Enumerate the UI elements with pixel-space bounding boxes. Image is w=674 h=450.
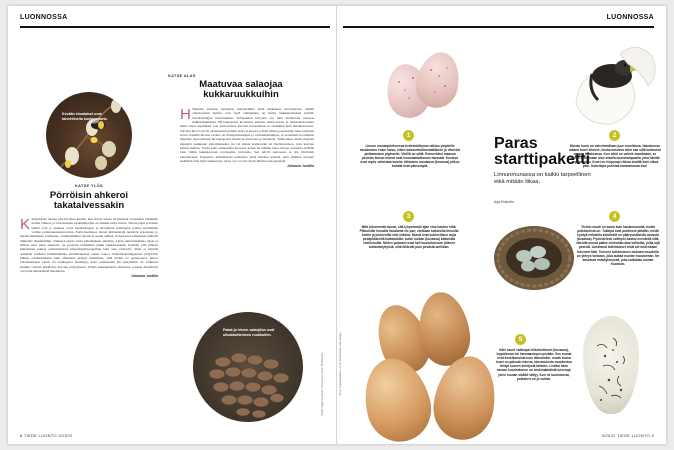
- tip-5-number: 5: [515, 334, 526, 345]
- tip-3-text: Mitä pienemmät munat, sitä lyhyemmän ajan emo hautoo niitä. Pikkuisilla linnuilla haudonta vie pari, varikaan kokoisilla linnuilla kolme ja joutsenilla viisi viikkoa. Munat ovat suhteellisen isoja pesäpiikkisillä kottaraisilla, kuten kuikan (kuvassa) kaltaisilla vesilinnuilla. Niiden poikaset ovat heti kuoriutumisen jälkeen toimintakykyisiä, sillä lähtevät pian pesästä omillaan.: [359, 225, 459, 250]
- tip-2-number: 2: [609, 130, 620, 141]
- article1-kicker: KATSE YLÖS: [75, 184, 103, 188]
- nest-photo: [492, 218, 576, 292]
- hatching-chick-photo: [568, 34, 666, 132]
- nest-illustration: [492, 218, 576, 292]
- article2-author: Johanna Junttila: [287, 164, 314, 169]
- article2-text: Hankien sulaessa kannattaa metsäretkillä pitää mukanaan muovikassia, mikäli viherkasvien multaa ovat vielä vaihtamatta tai kesän ruukkuistutukset käsillä. Kevätauringon kuivattamista havupuiden kävyistä saa mitä mainiointa salaojaa kukkaruukkuihin. Hirvenpapanat koostuvat pääosin selluloosasta ja hemiselluloosasta mutta myös ligniinistä, jota puuvartisten kasvien soluseinissä on enemmän kuin heinäkasveissa. Talvisin hirvet syövät yksinomaan puiden oksia ja kuoria, jolloin niiden papanoiden tulee erityisen kovia. Kesällä hirvien ravinto on monipuolisempaa ja ravinteikkaampaa, ja ulosteiden koostumus muuttuu. Ajan mittaan hirvenpapanat maatuvat muotonsa ja maatuvat. Tämä tekee niistä erityisen näppäriä ruukkujen salaojitukseksi, ne voi kipata kompostiin tai biojätteastiaan, jotta kasvien kanssa mullan. Tossin kuin esimerkiksi hevosen, kanan tai lehmän lanta, hirven ulosteista sisältää vain vähän kukkakasvien tarvitsemia ravinteita. Sen käyttö kuivuessa ei siis riittävästi lannoitteeksi. Papanoita käsiteltäessä kannattaa pitää hanskat käsissä, sillä eläinten ulosteet sisältävät aina myös bakteereja, joista osa voi olla myös ihmisen patogeenisiä.: [180, 107, 314, 164]
- dropcap-h: H: [180, 107, 191, 123]
- left-folio: 8 TIEDE LUONTO 3/2022: [20, 433, 73, 438]
- egg-speckles: [387, 52, 461, 120]
- tip-4-text: Yleisin muoti on sama kuin kananmunalla, mutta poikkeuksia on. Tukkijat ovat pohtineet pitkään, mistä hyötyä erilaisilla kehäisillä on päärysmäisistä munista (kuvassa). Pyöristelevä selittyisi osaksi enentellä sillä, etteivät munat pääse vierimään alas kallioilta, joilla lajit pesivät. Uusimmat tutkimukset eivät ole kuitenkaan tukeneet tätä. Tuoreen tutkimuksen mukaan muodolla on yhteys tuhkaan, joka auttaa munien haudonnan. Ne kasvavat rintakyhmyssä, joka vaikuttaa munan muotoon.: [576, 225, 660, 266]
- tip-2-text: Munan kuori on vahvimmillaan juuri munittuna. Haudonnan aikana kuori ohenee, koska kasvava sikiö saa siitä kalsiumia omaan luustoonsa. Kun sikiö on valmis maailmaan, se lähtee nokkimaan ulos omalla munahampaalla, joka häviää myöhemmin. Kuori on helpompi rikkoa sisältä kuin ulkoa päin. Kokeilepa puristaa kananmunaa itse!: [569, 144, 661, 169]
- article2-headline: Maatuvaa salaojaa kukkaruukkuihin: [199, 79, 283, 100]
- article2-kicker: KATSE ALAS: [168, 74, 196, 78]
- section-header-left: LUONNOSSA: [20, 14, 68, 21]
- pellets-photo-caption: Pakat ja hirven salaojitus ovat ulkokäsitteineen ruukkuihin.: [223, 328, 275, 337]
- tip-1-text: Linnun munanpiirtimessa hedelmöittymen alkion ympärille muodostuu ensin kalvo, sitten kalsiumkarbonaattikuori ja viimeksi pinttaamisen pigmentti. Värillä on väliä. Esimerkiksi maassa pesivän kiurun munat ovat huomaamattoman harmaat. Kuvissa ovat myös vahvistaa kuorta: tähtaisen muniassa (kuvassa) pilkun kohdat ovat paksumpia.: [359, 144, 461, 169]
- willow-catkin-illustration: [46, 92, 132, 178]
- article1-text: Kimalaisen matala pörrötä alkaa kuulua, kun nollan asteen yltymisestä on kulunut vähintään kolme viikkoa ja vuorokauden keskilämpötila on ainakin neljä astetta. Silloin pajut ja lesken lehdet ovat jo ehtineet avata mesikeitaansa ja talvehtinut kuningatar pääsee keräämään voimia pesänrakennustavarten. Etelä-Suomessa monet kimalaislajit heräävät koloistaan jo maalis-huhtikuun vaihteessa, verkkaisimmat odottavat kesän alkuun. Pohjoisessa kimalaiset lähtevät liikkeelle myöhemmin, Tunturi-Lapissa vasta juhannuksen aikoihin. Lapin tunturiturkkisia lajeja ei haittaa edes pieni takatalvi, ne pystyvät lentämään pikku pakkasessakin. Kylmän ylin jälkeen kimalainen kohtaa samankaltaisia käynnistymisongelmia kuin auto talvisella. Siksi se käyttää aamuisin lorikella lämmittämään lentolihaksiaan ennen lentoa. Kimalaiskuningattaret pölyttävät kukkia tehokkaammin kuin alkaneina pidetyt mehiläiset, sillä niiden on perustettava tuleva yhteiskuntansa yksin. Jos kuningatar menehtyy, koko yhteiskunta jää syntymättä. Se vaikuttaa etenkin varhain kukkivien kasvien pölytykseen. Yhden kuningattaren ahkeruus voidaan merkittävä osa parin ämpärillistä mustikoita.: [20, 217, 158, 274]
- section-header-right: LUONNOSSA: [606, 14, 654, 21]
- hatching-chick-illustration: [568, 34, 666, 132]
- tip-4-number: 4: [609, 211, 620, 222]
- article1-author: Johanna Junttila: [131, 274, 158, 279]
- article2-body: [180, 107, 314, 303]
- article1-headline: Pörröisin ahkeroi takatalvessakin: [49, 190, 129, 211]
- dropcap-k: K: [20, 217, 31, 233]
- brown-egg-3: [356, 352, 438, 444]
- brown-egg-4: [428, 351, 502, 444]
- article1-body: [20, 217, 158, 422]
- header-rule-right: [343, 26, 654, 28]
- tip-3-number: 3: [403, 211, 414, 222]
- feature-deck: Linnunmunassa on kaikki tarpeellinen eikä mitään liikaa.: [494, 172, 591, 185]
- header-rule-left: [20, 26, 330, 28]
- left-page-credits: Tekstit: Seppo Suominen, Juha Mauno. Kuvat: Shutterstock.: [321, 352, 324, 416]
- tip-5-text: Käki munii vaikkapa lehtokerttusen (kuvassa), leppälinnun tai harmaasiepon pesään. Sen munat ovat keskikokoisia kuin isännänkin, mutta koska kuori on paksuin tukeva, käenmunista muodostuu tiettyä kuoren kehitystä tallaten. Lisäksi käen munan kuorirakenne on keskimääräistä kovempi, joten munan sisältö säilyy. Kun ne kuoriutuvat, poikanen on jo valmis.: [496, 348, 572, 381]
- feature-byline: Arja Kivipelto: [494, 200, 514, 204]
- guillemot-egg-markings: [583, 316, 639, 414]
- left-page: [8, 6, 337, 444]
- bumblebee-photo: [46, 92, 132, 178]
- right-page: [337, 6, 666, 444]
- right-page-credits: Lähde: Ympäristökeskus. Kuvat: Shutterstock, Getty Images.: [339, 331, 342, 396]
- bumblebee-photo-caption: Kevään kimalaiset ovat talvehtineita kuningattaria.: [62, 112, 108, 121]
- feature-title: Paras starttipaketti: [494, 135, 591, 168]
- magazine-spread: [8, 6, 666, 444]
- tip-1-number: 1: [403, 130, 414, 141]
- moose-pellets-photo: [193, 312, 303, 422]
- right-folio: 3/2022 TIEDE LUONTO 9: [601, 433, 654, 438]
